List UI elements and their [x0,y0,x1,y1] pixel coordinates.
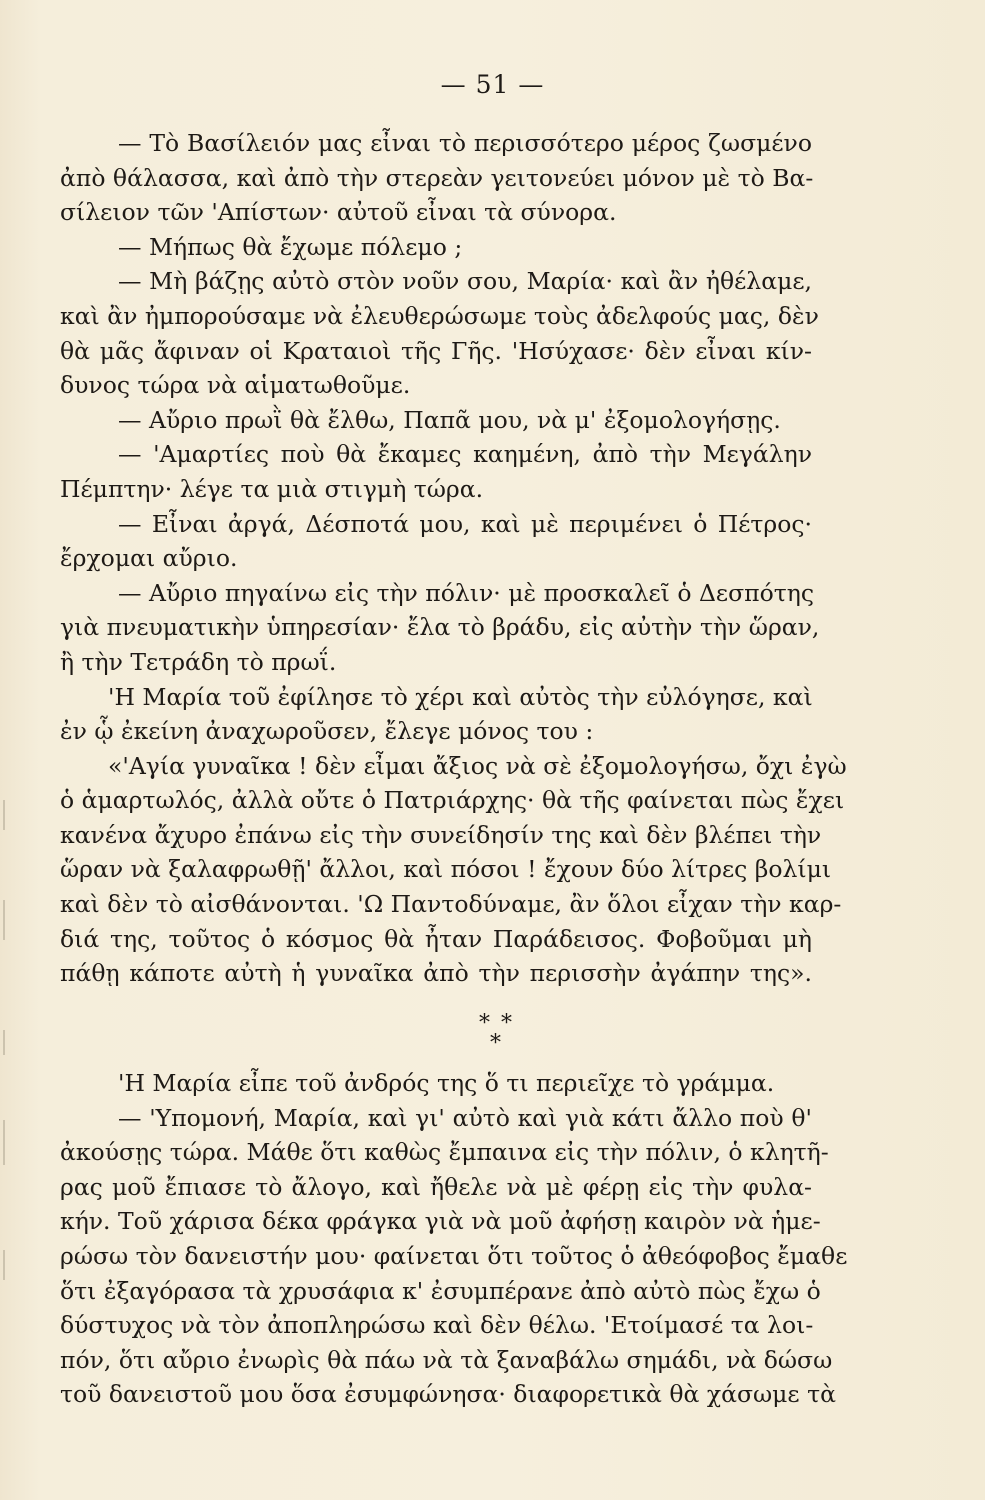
text-line: ἀπὸ θάλασσα, καὶ ἀπὸ τὴν στερεὰν γειτονεύει μόνον μὲ τὸ Βα- [60,163,814,192]
text-line: κήν. Τοῦ χάρισα δέκα φράγκα γιὰ νὰ μοῦ ἀφήσῃ καιρὸν νὰ ἡμε- [60,1207,821,1236]
section-separator [8,1011,985,1056]
text-block-dialogue [60,126,847,991]
text-line: γιὰ πνευματικὴν ὑπηρεσίαν· ἔλα τὸ βράδυ, εἰς αὐτὴν τὴν ὥραν, [60,613,820,642]
text-line: θὰ μᾶς ἄφιναν οἱ Κραταιοὶ τῆς Γῆς. 'Ησύχασε· δὲν εἶναι κίν- [60,336,812,365]
text-line: — Μήπως θὰ ἔχωμε πόλεμο ; [118,232,463,261]
text-line: διά της, τοῦτος ὁ κόσμος θὰ ἦταν Παράδεισος. Φοβοῦμαι μὴ [60,924,812,953]
text-line: κανένα ἄχυρο ἐπάνω εἰς τὴν συνείδησίν της καὶ δὲν βλέπει τὴν [60,820,822,849]
text-line: — Αὔριο πηγαίνω εἰς τὴν πόλιν· μὲ προσκαλεῖ ὁ Δεσπότης [118,578,814,607]
text-block-narrative [60,1066,848,1412]
text-line: τοῦ δανειστοῦ μου ὅσα ἐσυμφώνησα· διαφορετικὰ θὰ χάσωμε τὰ [60,1380,836,1409]
binding-edge-marks [0,780,12,1380]
separator-star-bottom: * [490,1031,503,1056]
text-line: ρας μοῦ ἔπιασε τὸ ἄλογο, καὶ ἤθελε νὰ μὲ φέρῃ εἰς τὴν φυλα- [60,1172,812,1201]
text-line: ἀκούσῃς τώρα. Μάθε ὅτι καθὼς ἔμπαινα εἰς τὴν πόλιν, ὁ κλητῆ- [60,1138,829,1167]
separator-stars-top: * * [479,1011,514,1036]
text-line: σίλειον τῶν 'Απίστων· αὐτοῦ εἶναι τὰ σύνορα. [60,198,617,227]
text-line: 'Η Μαρία τοῦ ἐφίλησε τὸ χέρι καὶ αὐτὸς τὴν εὐλόγησε, καὶ [108,682,813,711]
text-line: ἐν ᾧ ἐκείνη ἀναχωροῦσεν, ἔλεγε μόνος του : [60,717,594,746]
text-line: πάθῃ κάποτε αὐτὴ ἡ γυναῖκα ἀπὸ τὴν περισσὴν ἀγάπην της». [60,959,812,988]
page-number: — 51 — [440,70,545,99]
text-line: ὥραν νὰ ξαλαφρωθῇ' ἄλλοι, καὶ πόσοι ! ἔχουν δύο λίτρες βολίμι [60,855,832,884]
text-line: 'Η Μαρία εἶπε τοῦ ἀνδρός της ὅ τι περιεῖχε τὸ γράμμα. [118,1069,775,1097]
text-line: πόν, ὅτι αὔριο ἐνωρὶς θὰ πάω νὰ τὰ ξαναβάλω σημάδι, νὰ δώσω [60,1345,833,1374]
text-line: «'Αγία γυναῖκα ! δὲν εἶμαι ἄξιος νὰ σὲ ἐξομολογήσω, ὄχι ἐγὼ [108,751,847,780]
text-line: καὶ ἂν ἠμπορούσαμε νὰ ἐλευθερώσωμε τοὺς ἀδελφούς μας, δὲν [60,301,819,330]
text-line: ρώσω τὸν δανειστήν μου· φαίνεται ὅτι τοῦτος ὁ ἀθεόφοβος ἔμαθε [60,1241,848,1270]
text-line: δύστυχος νὰ τὸν ἀποπληρώσω καὶ δὲν θέλω. 'Ετοίμασέ τα λοι- [60,1311,814,1340]
text-line: — 'Υπομονή, Μαρία, καὶ γι' αὐτὸ καὶ γιὰ κάτι ἄλλο ποὺ θ' [118,1103,812,1132]
text-line: — Αὔριο πρωῒ θὰ ἔλθω, Παπᾶ μου, νὰ μ' ἐξομολογήσῃς. [118,405,781,434]
text-line: — Τὸ Βασίλειόν μας εἶναι τὸ περισσότερο μέρος ζωσμένο [118,129,812,157]
text-line: ὅτι ἐξαγόρασα τὰ χρυσάφια κ' ἐσυμπέρανε ἀπὸ αὐτὸ πὼς ἔχω ὁ [60,1276,821,1305]
text-line: Πέμπτην· λέγε τα μιὰ στιγμὴ τώρα. [60,474,484,503]
text-line: ὁ ἁμαρτωλός, ἀλλὰ οὔτε ὁ Πατριάρχης· θὰ τῆς φαίνεται πὼς ἔχει [60,786,845,815]
text-line: ἔρχομαι αὔριο. [60,544,238,573]
text-line: — 'Αμαρτίες ποὺ θὰ ἔκαμες καημένη, ἀπὸ τὴν Μεγάλην [118,440,812,469]
text-line: δυνος τώρα νὰ αἱματωθοῦμε. [60,371,411,400]
text-line: — Μὴ βάζῃς αὐτὸ στὸν νοῦν σου, Μαρία· καὶ ἂν ἠθέλαμε, [118,267,812,296]
text-line: ἢ τὴν Τετράδη τὸ πρωΐ. [60,647,337,676]
text-line: καὶ δὲν τὸ αἰσθάνονται. 'Ω Παντοδύναμε, ἂν ὅλοι εἶχαν τὴν καρ- [60,890,842,919]
text-line: — Εἶναι ἀργά, Δέσποτά μου, καὶ μὲ περιμένει ὁ Πέτρος· [118,509,812,538]
